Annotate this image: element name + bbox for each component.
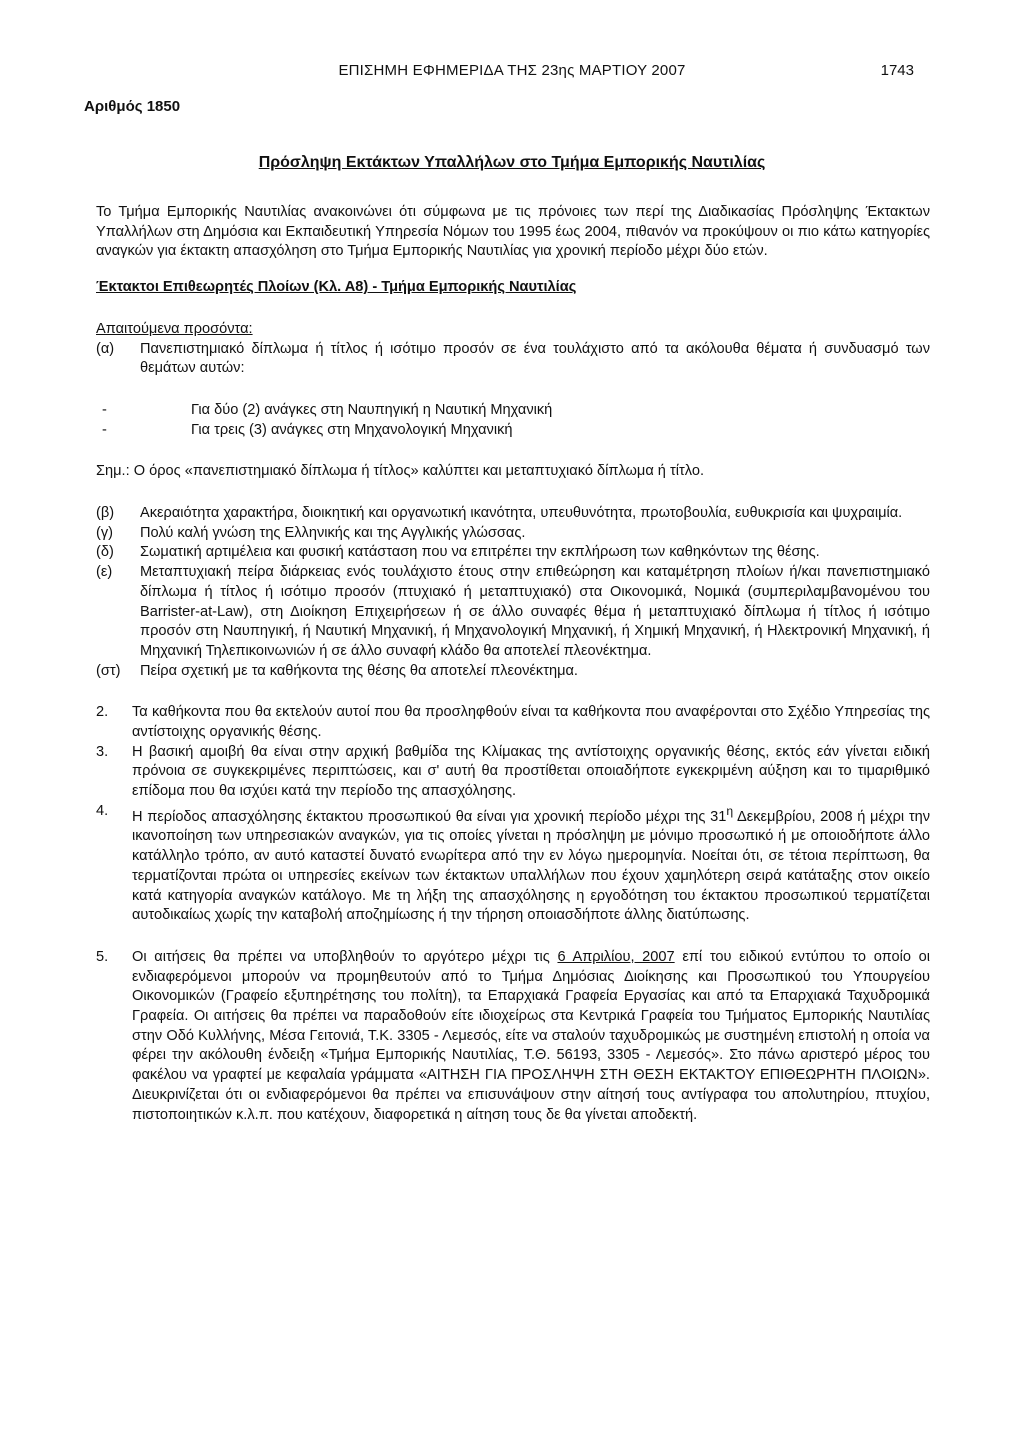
dash-marker: - xyxy=(102,421,107,438)
paragraph-text: Η βασική αμοιβή θα είναι στην αρχική βαθμίδα της Κλίμακας της αντίστοιχης οργανικής θέσης, εκτός εάν γίνεται ειδική πρόνοια σε συγκεκριμένες περιπτώσεις, και σ' αυτή θα προστίθεται οποιαδήποτε εγκεκριμένη αύξηση και το τιμαριθμικό επίδομα που θα ισχύει κατά την περίοδο της απασχόλησης. xyxy=(132,743,930,800)
requirement-marker: (δ) xyxy=(96,544,114,561)
position-subheading: Έκτακτοι Επιθεωρητές Πλοίων (Κλ. Α8) - Τμήμα Εμπορικής Ναυτιλίας xyxy=(96,279,577,296)
requirement-text: Σωματική αρτιμέλεια και φυσική κατάσταση που να επιτρέπει την εκπλήρωση των καθηκόντων της θέσης. xyxy=(140,544,820,561)
notice-title: Πρόσληψη Εκτάκτων Υπαλλήλων στο Τμήμα Εμπορικής Ναυτιλίας xyxy=(258,154,766,171)
paragraph-number: 2. xyxy=(96,704,109,721)
paragraph-text: Τα καθήκοντα που θα εκτελούν αυτοί που θα προσληφθούν είναι τα καθήκοντα που αναφέρονται στο Σχέδιο Υπηρεσίας της αντίστοιχης οργανικής θέσης. xyxy=(132,704,930,741)
requirement-text: Πανεπιστημιακό δίπλωμα ή τίτλος ή ισότιμο προσόν σε ένα τουλάχιστο από τα ακόλουθα θέματα ή συνδυασμό των θεμάτων αυτών: xyxy=(140,340,930,377)
paragraph-number: 5. xyxy=(96,948,109,965)
numbered-paragraph xyxy=(96,743,930,802)
requirement-item xyxy=(96,543,930,563)
note-paragraph: Σημ.: Ο όρος «πανεπιστημιακό δίπλωμα ή τίτλος» καλύπτει και μεταπτυχιακό δίπλωμα ή τίτλο. xyxy=(96,463,704,480)
dash-text: Για τρεις (3) ανάγκες στη Μηχανολογική Μηχανική xyxy=(191,421,513,438)
paragraph-text xyxy=(132,948,930,1125)
paragraph-number: 3. xyxy=(96,743,109,760)
numbered-paragraph xyxy=(96,948,930,1125)
numbered-paragraph xyxy=(96,802,930,926)
dash-marker: - xyxy=(102,401,107,418)
requirement-item xyxy=(96,563,930,662)
requirement-text: Πολύ καλή γνώση της Ελληνικής και της Αγγλικής γλώσσας. xyxy=(140,524,526,541)
requirement-item xyxy=(96,504,930,524)
requirement-item xyxy=(96,662,930,682)
requirement-marker: (γ) xyxy=(96,524,114,541)
requirement-text: Μεταπτυχιακή πείρα διάρκειας ενός τουλάχιστο έτους στην επιθεώρηση και καταμέτρηση πλοίων ή/και πανεπιστημιακό δίπλωμα ή τίτλος ή ισότιμο προσόν (πτυχιακό ή μεταπτυχιακό) στα Οικονομικά, Νομικά (συμπεριλαμβανομένου του Barrister-at-Law), στη Διοίκηση Επιχειρήσεων ή σε άλλο συναφές θέμα ή μεταπτυχιακό δίπλωμα ή τίτλος ή ισότιμο προσόν στη Ναυπηγική, ή Ναυτική Μηχανική, ή Μηχανολογική Μηχανική, ή Χημική Μηχανική, ή Ηλεκτρονική Μηχανική, ή Μηχανική Τηλεπικοινωνιών ή σε άλλο συναφή κλάδο θα αποτελεί πλεονέκτημα. xyxy=(140,564,930,659)
paragraph-text xyxy=(132,802,930,926)
requirement-marker: (ε) xyxy=(96,564,113,581)
dash-list-item xyxy=(102,421,930,441)
requirements-label: Απαιτούμενα προσόντα: xyxy=(96,320,253,337)
paragraph-number: 4. xyxy=(96,802,109,819)
intro-paragraph: Το Τμήμα Εμπορικής Ναυτιλίας ανακοινώνει ότι σύμφωνα με τις πρόνοιες των περί της Διαδικασίας Πρόσληψης Έκτακτων Υπαλλήλων στη Δημόσια και Εκπαιδευτική Υπηρεσία Νόμων του 1995 έως 2004, πιθανόν να προκύψουν οι πιο κάτω κατηγορίες αναγκών για έκτακτη απασχόληση στο Τμήμα Εμπορικής Ναυτιλίας για χρονική περίοδο μέχρι δύο ετών. xyxy=(96,204,930,260)
page-number: 1743 xyxy=(880,62,914,79)
page-header xyxy=(0,62,1024,86)
dash-text: Για δύο (2) ανάγκες στη Ναυπηγική η Ναυτική Μηχανική xyxy=(191,401,553,418)
requirement-marker: (α) xyxy=(96,340,115,357)
ordinal-superscript: η xyxy=(726,803,734,818)
notice-body xyxy=(96,181,930,1125)
issue-number: Αριθμός 1850 xyxy=(84,98,181,115)
dash-list-item xyxy=(102,401,930,421)
numbered-paragraph xyxy=(96,703,930,742)
deadline-date: 6 Απριλίου, 2007 xyxy=(557,948,675,965)
requirement-text: Ακεραιότητα χαρακτήρα, διοικητική και οργανωτική ικανότητα, υπευθυνότητα, πρωτοβουλία, ευθυκρισία και ψυχραιμία. xyxy=(140,505,903,522)
requirement-item xyxy=(96,340,930,379)
gazette-title: ΕΠΙΣΗΜΗ ΕΦΗΜΕΡΙΔΑ ΤΗΣ 23ης ΜΑΡΤΙΟΥ 2007 xyxy=(338,62,686,79)
paragraph-text-part: Οι αιτήσεις θα πρέπει να υποβληθούν το αργότερο μέχρι τις xyxy=(132,948,550,965)
paragraph-text-part: Δεκεμβρίου, 2008 ή μέχρι την ικανοποίηση των υπηρεσιακών αναγκών, για τις οποίες γίνεται η πρόσληψη με μόνιμο προσωπικό ή με οποιοδήποτε άλλο κατάλληλο τρόπο, αν αυτό καταστεί δυνατό ενωρίτερα από την εν λόγω ημερομηνία. Νοείται ότι, σε τέτοια περίπτωση, θα τερματίζονται πρώτα οι υπηρεσίες εκείνων των έκτακτων υπαλλήλων που έχουν χαμηλότερη σειρά κατάταξης στον οικείο κατά κατηγορία αναγκών κατάλογο. Με τη λήξη της απασχόλησης η εργοδότηση του έκτακτου προσωπικού τερματίζεται αυτοδικαίως χωρίς την καταβολή αποζημίωσης ή την τήρηση οποιασδήποτε άλλης διατύπωσης. xyxy=(132,808,931,924)
requirement-marker: (β) xyxy=(96,505,115,522)
paragraph-text-part: επί του ειδικού εντύπου το οποίο οι ενδιαφερόμενοι μπορούν να προμηθευτούν από το Τμήμα Δημόσιας Διοίκησης και Προσωπικού του Υπουργείου Οικονομικών (Γραφείο εξυπηρέτησης του πολίτη), τα Επαρχιακά Γραφεία Εργασίας και από τα Επαρχιακά Ταχυδρομικά Γραφεία. Οι αιτήσεις θα πρέπει να παραδοθούν είτε ιδιοχείρως στα Κεντρικά Γραφεία του Τμήματος Εμπορικής Ναυτιλίας στην Οδό Κυλλήνης, Μέσα Γειτονιά, Τ.Κ. 3305 - Λεμεσός, είτε να σταλούν ταχυδρομικώς με συστημένη επιστολή η οποία να φέρει την ακόλουθη ένδειξη «Τμήμα Εμπορικής Ναυτιλίας, Τ.Θ. 56193, 3305 - Λεμεσός». Στο πάνω αριστερό μέρος του φακέλου να γραφτεί με κεφαλαία γράμματα «ΑΙΤΗΣΗ ΓΙΑ ΠΡΟΣΛΗΨΗ ΣΤΗ ΘΕΣΗ ΕΚΤΑΚΤΟΥ ΕΠΙΘΕΩΡΗΤΗ ΠΛΟΙΩΝ». Διευκρινίζεται ότι οι ενδιαφερόμενοι θα πρέπει να επισυνάψουν στην αίτησή τους αντίγραφα του απολυτηρίου, πτυχίου, πιστοποιητικών κ.λ.π. που κατέχουν, διαφορετικά η αίτηση τους δε θα γίνεται αποδεκτή. xyxy=(132,948,930,1123)
paragraph-text-part: Η περίοδος απασχόλησης έκτακτου προσωπικού θα είναι για χρονική περίοδο μέχρι της 31 xyxy=(132,808,727,825)
requirement-item xyxy=(96,524,930,544)
requirement-text: Πείρα σχετική με τα καθήκοντα της θέσης θα αποτελεί πλεονέκτημα. xyxy=(140,662,578,679)
requirement-marker: (στ) xyxy=(96,662,121,679)
